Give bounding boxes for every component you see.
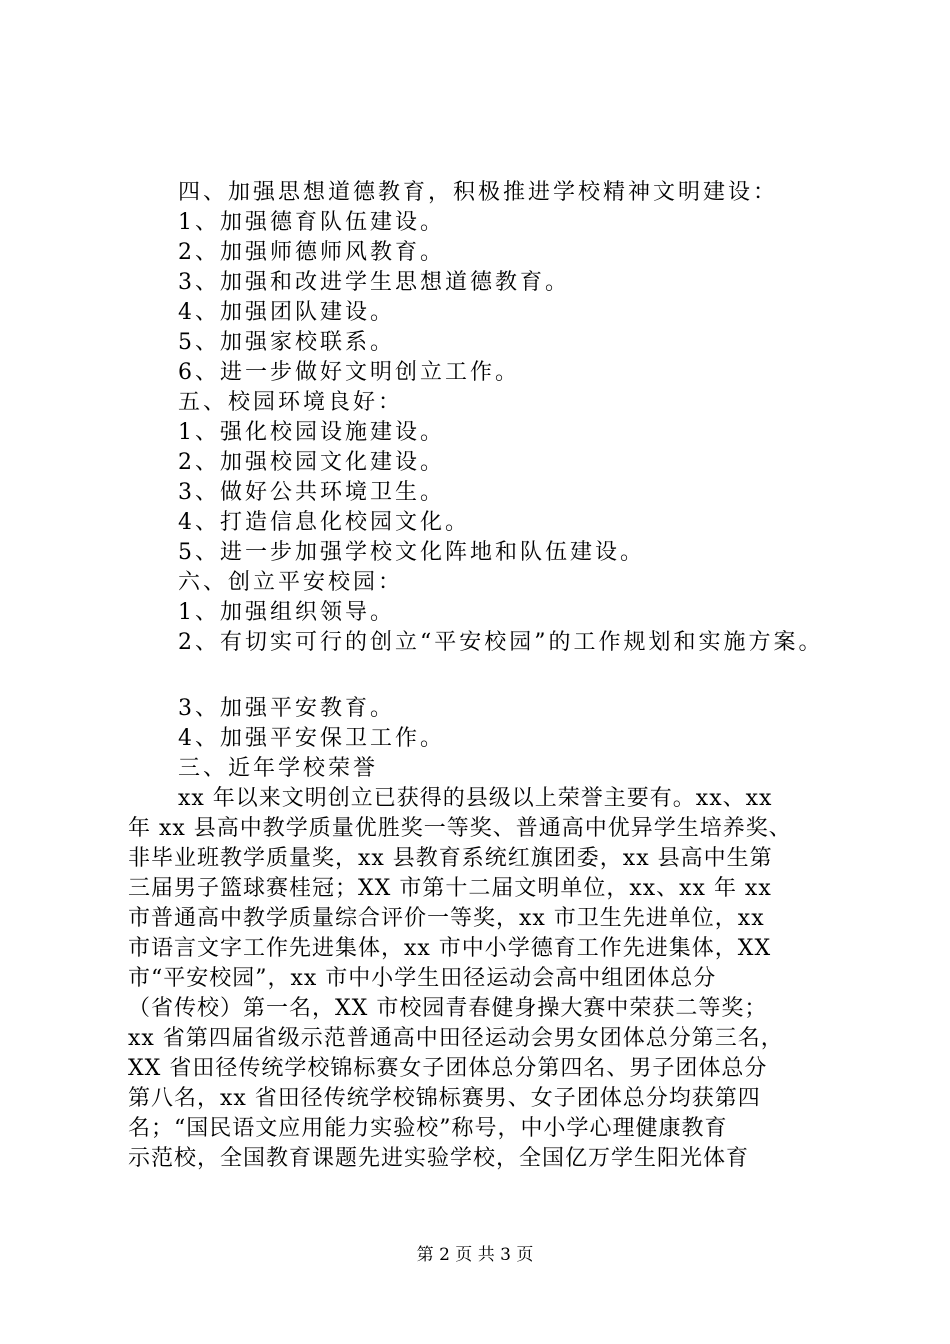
paragraph-row: 名；“国民语文应用能力实验校”称号，中小学心理健康教育 (128, 1116, 728, 1141)
section-heading-4: 四、加强思想道德教育，积极推进学校精神文明建设： (178, 180, 779, 205)
paragraph-row: XX 省田径传统学校锦标赛女子团体总分第四名、男子团体总分 (128, 1056, 768, 1081)
paragraph-row: xx 年以来文明创立已获得的县级以上荣誉主要有。xx、xx (178, 786, 773, 811)
list-item: 5、加强家校联系。 (178, 330, 395, 355)
list-item: 4、加强平安保卫工作。 (178, 726, 445, 751)
paragraph-row: （省传校）第一名，XX 市校园青春健身操大赛中荣获二等奖； (128, 996, 768, 1021)
honors-paragraph (128, 784, 840, 1174)
paragraph-row: 市普通高中教学质量综合评价一等奖，xx 市卫生先进单位，xx (128, 906, 765, 931)
section-heading-honors: 三、近年学校荣誉 (178, 756, 379, 781)
list-item: 1、加强组织领导。 (178, 600, 395, 625)
list-item: 3、做好公共环境卫生。 (178, 480, 445, 505)
list-item: 2、加强校园文化建设。 (178, 450, 445, 475)
list-item: 2、加强师德师风教育。 (178, 240, 445, 265)
list-item: 4、打造信息化校园文化。 (178, 510, 470, 535)
list-item: 5、进一步加强学校文化阵地和队伍建设。 (178, 540, 645, 565)
page-footer: 第 2 页 共 3 页 (416, 1245, 534, 1265)
list-item: 1、强化校园设施建设。 (178, 420, 445, 445)
paragraph-row: 市“平安校园”，xx 市中小学生田径运动会高中组团体总分 (128, 966, 717, 991)
section-heading-5: 五、校园环境良好： (178, 390, 404, 415)
paragraph-row: xx 省第四届省级示范普通高中田径运动会男女团体总分第三名， (128, 1026, 784, 1051)
section-heading-6: 六、创立平安校园： (178, 570, 404, 595)
paragraph-row: 市语言文字工作先进集体，xx 市中小学德育工作先进集体，XX (128, 936, 772, 961)
paragraph-row: 三届男子篮球赛桂冠；XX 市第十二届文明单位，xx、xx 年 xx (128, 876, 772, 901)
list-item: 3、加强和改进学生思想道德教育。 (178, 270, 570, 295)
list-item: 2、有切实可行的创立“平安校园”的工作规划和实施方案。 (178, 630, 824, 655)
list-item: 1、加强德育队伍建设。 (178, 210, 445, 235)
list-item: 6、进一步做好文明创立工作。 (178, 360, 520, 385)
list-item: 4、加强团队建设。 (178, 300, 395, 325)
paragraph-row: 年 xx 县高中教学质量优胜奖一等奖、普通高中优异学生培养奖、 (128, 816, 792, 841)
paragraph-row: 第八名，xx 省田径传统学校锦标赛男、女子团体总分均获第四 (128, 1086, 761, 1111)
paragraph-row: 示范校，全国教育课题先进实验学校，全国亿万学生阳光体育 (128, 1146, 750, 1171)
list-item: 3、加强平安教育。 (178, 696, 395, 721)
paragraph-row: 非毕业班教学质量奖，xx 县教育系统红旗团委，xx 县高中生第 (128, 846, 773, 871)
